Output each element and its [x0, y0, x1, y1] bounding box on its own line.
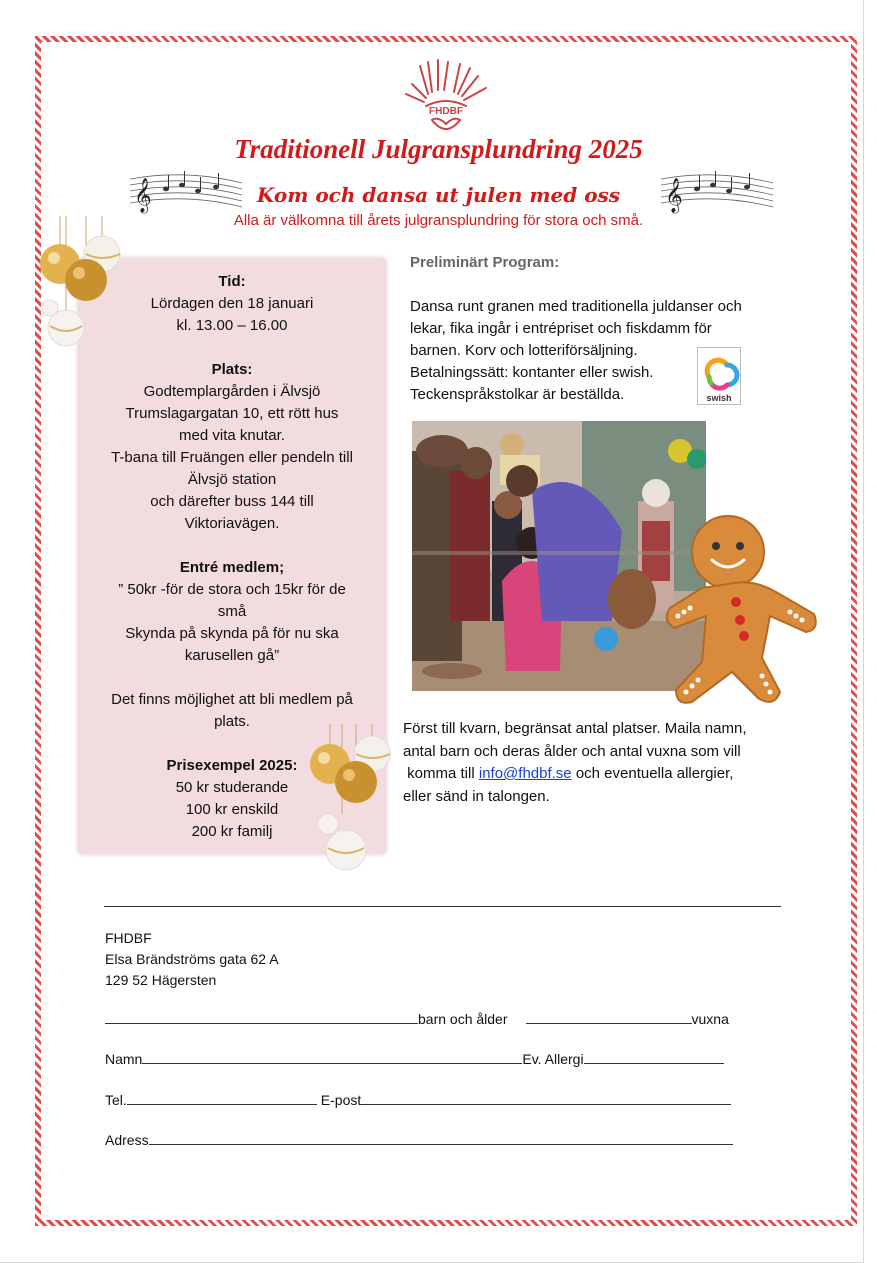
page-title: Traditionell Julgransplundring 2025 — [234, 134, 643, 164]
signup-line: eller sänd in talongen. — [403, 787, 550, 805]
email-link[interactable]: info@fhdbf.se — [478, 765, 572, 782]
price-line: 50 kr studerande — [175, 779, 289, 796]
place-heading: Plats: — [211, 361, 253, 378]
org-name: FHDBF — [105, 930, 152, 946]
entry-line: Skynda på skynda på för nu ska — [125, 625, 339, 642]
signup-line-post: och eventuella allergier, — [571, 765, 734, 782]
svg-text:𝄞: 𝄞 — [134, 178, 152, 213]
signup-line-pre: komma till — [407, 765, 479, 782]
place-line: Trumslagargatan 10, ett rött hus — [125, 405, 339, 422]
name-field[interactable] — [142, 1050, 522, 1064]
adults-label: vuxna — [691, 1011, 729, 1027]
welcome-text: Alla är välkomna till årets julgransplundring för stora och små. — [233, 212, 644, 229]
logo-text: FHDBF — [429, 106, 463, 117]
signup-text — [403, 718, 803, 808]
swish-label: swish — [706, 393, 732, 403]
address-label: Adress — [105, 1132, 149, 1148]
entry-heading: Entré medlem; — [179, 559, 285, 576]
membership-line: plats. — [214, 713, 250, 730]
entry-line: ” 50kr -för de stora och 15kr för de — [118, 581, 346, 598]
children-adults-row — [105, 1010, 729, 1027]
price-line: 200 kr familj — [191, 823, 273, 840]
membership-line: Det finns möjlighet att bli medlem på — [111, 691, 353, 708]
children-label: barn och ålder — [418, 1011, 508, 1027]
return-address — [105, 928, 279, 991]
phone-label: Tel. — [105, 1092, 127, 1108]
place-line: Viktoriavägen. — [184, 515, 280, 532]
entry-line: karusellen gå” — [184, 647, 280, 664]
postal-address: 129 52 Hägersten — [105, 972, 217, 988]
place-line: med vita knutar. — [179, 427, 285, 444]
time-line: Lördagen den 18 januari — [150, 295, 314, 312]
christmas-ornaments-icon — [306, 724, 396, 874]
email-field[interactable] — [361, 1091, 731, 1105]
program-line: barnen. Korv och lotteriförsäljning. — [410, 342, 638, 359]
name-row — [105, 1050, 724, 1067]
phone-field[interactable] — [127, 1091, 317, 1105]
cut-line — [104, 906, 781, 907]
place-line: Älvsjö station — [187, 471, 277, 488]
swish-logo-icon — [697, 347, 741, 405]
program-line: Betalningssätt: kontanter eller swish. — [410, 364, 654, 381]
address-field[interactable] — [149, 1131, 733, 1145]
place-line: och därefter buss 144 till — [150, 493, 314, 510]
time-heading: Tid: — [218, 273, 246, 290]
adults-field[interactable] — [526, 1010, 692, 1024]
allergy-field[interactable] — [584, 1050, 724, 1064]
program-line: lekar, fika ingår i entrépriset och fiskdamm för — [410, 320, 712, 337]
christmas-ornaments-icon — [36, 216, 126, 366]
children-field[interactable] — [105, 1010, 418, 1024]
price-heading: Prisexempel 2025: — [166, 757, 298, 774]
place-line: Godtemplargården i Älvsjö — [143, 383, 321, 400]
time-line: kl. 13.00 – 16.00 — [176, 317, 288, 334]
signup-line: Först till kvarn, begränsat antal platser. Maila namn, — [403, 720, 747, 737]
gingerbread-man-icon — [662, 512, 822, 708]
signup-line: antal barn och deras ålder och antal vuxna som vill — [403, 742, 741, 760]
phone-email-row — [105, 1091, 731, 1108]
signup-line — [403, 763, 803, 786]
svg-text:𝄞: 𝄞 — [665, 178, 683, 213]
place-line: T-bana till Fruängen eller pendeln till — [111, 449, 353, 466]
music-notes-right-icon — [657, 165, 775, 217]
email-label: E-post — [320, 1092, 362, 1108]
name-label: Namn — [105, 1051, 143, 1067]
entry-line: små — [217, 603, 247, 620]
address-row — [105, 1131, 733, 1148]
price-line: 100 kr enskild — [185, 801, 279, 818]
street-address: Elsa Brändströms gata 62 A — [105, 951, 279, 967]
program-line: Teckenspråkstolkar är beställda. — [410, 386, 625, 403]
page-subtitle: Kom och dansa ut julen med oss — [256, 183, 621, 207]
fhdbf-logo — [398, 54, 494, 138]
allergy-label: Ev. Allergi — [522, 1051, 584, 1067]
program-heading: Preliminärt Program: — [410, 254, 560, 271]
program-line: Dansa runt granen med traditionella juldanser och — [410, 298, 742, 315]
